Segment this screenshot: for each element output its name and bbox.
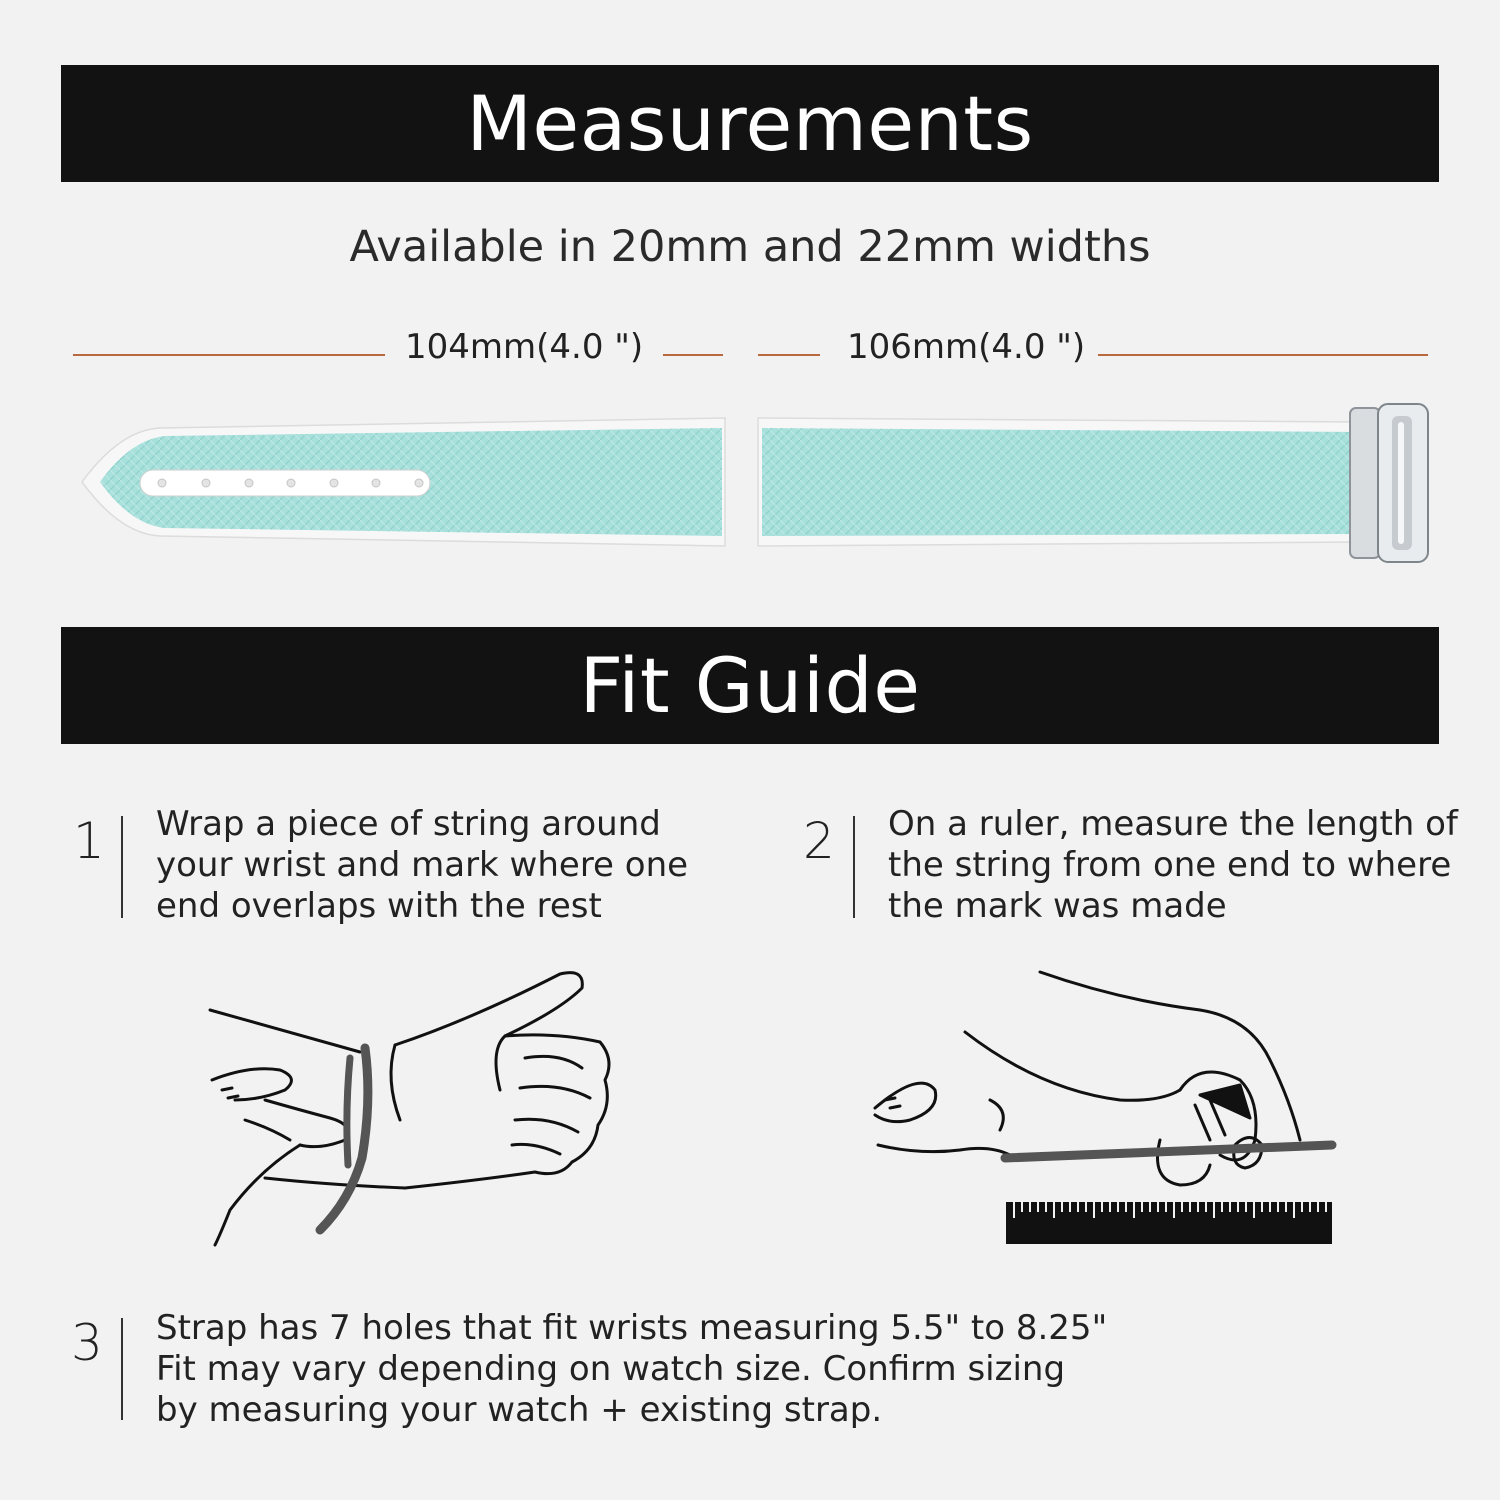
tail-strap-piece <box>82 418 725 546</box>
strap-illustration <box>0 400 1500 570</box>
step-1-line-2: your wrist and mark where one <box>156 845 689 885</box>
step-2-line-1: On a ruler, measure the length of <box>888 804 1458 844</box>
fit-guide-banner <box>61 627 1439 744</box>
step-3-line-3: by measuring your watch + existing strap. <box>156 1390 883 1430</box>
step-2-divider <box>853 816 855 918</box>
step-1-text <box>156 804 688 927</box>
buckle-strap-piece <box>758 404 1428 562</box>
step-3-number: 3 <box>71 1314 103 1372</box>
step-1-divider <box>121 816 123 918</box>
step-2-line-3: the mark was made <box>888 886 1227 926</box>
ruler-icon <box>1006 1202 1332 1244</box>
step-3-line-2: Fit may vary depending on watch size. Confirm sizing <box>156 1349 1066 1389</box>
step-2-line-2: the string from one end to where <box>888 845 1452 885</box>
left-length-label: 104mm(4.0 ") <box>405 327 644 367</box>
step-3-line-1: Strap has 7 holes that fit wrists measuring 5.5" to 8.25" <box>156 1308 1108 1348</box>
step-1-line-3: end overlaps with the rest <box>156 886 602 926</box>
dimension-line-left-outer <box>73 354 385 356</box>
step-3-text <box>156 1308 1107 1431</box>
wrist-wrap-illustration <box>210 973 609 1245</box>
dimension-line-right-inner <box>758 354 820 356</box>
step-1-number: 1 <box>73 812 105 870</box>
fit-guide-illustrations <box>0 940 1500 1260</box>
measurements-title: Measurements <box>466 79 1034 168</box>
step-2-number: 2 <box>803 812 835 870</box>
measurements-banner <box>61 65 1439 182</box>
right-length-label: 106mm(4.0 ") <box>847 327 1086 367</box>
dimension-line-right-outer <box>1098 354 1428 356</box>
step-3-divider <box>121 1318 123 1420</box>
fit-guide-title: Fit Guide <box>579 641 921 730</box>
widths-subtitle: Available in 20mm and 22mm widths <box>349 222 1151 272</box>
dimension-line-left-inner <box>663 354 723 356</box>
deployant-clasp <box>1350 404 1428 562</box>
ruler-measure-illustration <box>875 972 1332 1185</box>
step-1-line-1: Wrap a piece of string around <box>156 804 661 844</box>
step-2-text <box>888 804 1458 927</box>
